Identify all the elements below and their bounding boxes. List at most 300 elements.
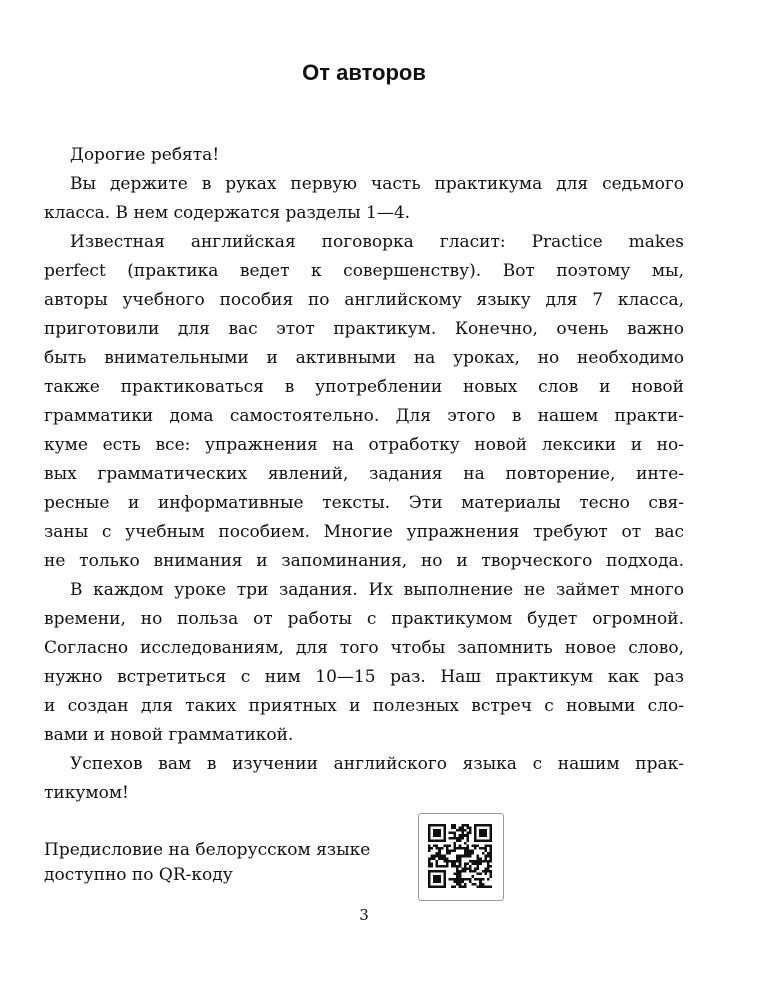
qr-module [474, 862, 477, 865]
qr-module [489, 870, 492, 873]
qr-module [459, 827, 462, 830]
qr-module [469, 832, 472, 835]
paragraph-line: Успехов вам в изучении английского языка с нашим прак- [70, 754, 684, 774]
qr-module [428, 832, 431, 835]
qr-module [438, 885, 441, 888]
qr-module [446, 852, 449, 855]
qr-module [459, 865, 462, 868]
qr-module [443, 883, 446, 886]
qr-module [438, 852, 441, 855]
qr-module [479, 839, 482, 842]
qr-module [454, 860, 457, 863]
footnote-line: доступно по QR-коду [44, 865, 233, 885]
paragraph-line: авторы учебного пособия по английскому языку для 7 класса, [44, 290, 684, 310]
qr-module [454, 873, 457, 876]
qr-module [456, 860, 459, 863]
qr-module [461, 834, 464, 837]
qr-module [454, 844, 457, 847]
paragraph-line: perfect (практика ведет к совершенству). Вот поэтому мы, [44, 261, 684, 281]
qr-module [431, 865, 434, 868]
qr-module [438, 839, 441, 842]
qr-module [472, 875, 475, 878]
qr-module [464, 868, 467, 871]
qr-module [489, 885, 492, 888]
qr-module [464, 883, 467, 886]
qr-module [459, 860, 462, 863]
qr-module [433, 834, 436, 837]
qr-module [443, 885, 446, 888]
qr-module [428, 839, 431, 842]
qr-module [466, 878, 469, 881]
qr-module [454, 832, 457, 835]
qr-module [479, 883, 482, 886]
qr-module [477, 868, 480, 871]
qr-module [454, 824, 457, 827]
qr-module [474, 837, 477, 840]
qr-module [436, 862, 439, 865]
qr-module [464, 862, 467, 865]
qr-module [474, 829, 477, 832]
qr-module [484, 844, 487, 847]
qr-module [477, 865, 480, 868]
qr-module [438, 865, 441, 868]
qr-module [433, 880, 436, 883]
qr-module [466, 862, 469, 865]
qr-module [454, 834, 457, 837]
qr-module [477, 855, 480, 858]
qr-module [441, 870, 444, 873]
qr-module [443, 834, 446, 837]
qr-module [484, 832, 487, 835]
qr-module [438, 855, 441, 858]
qr-module [487, 865, 490, 868]
paragraph-line: Дорогие ребята! [70, 145, 220, 165]
qr-module [474, 844, 477, 847]
qr-module [456, 847, 459, 850]
paragraph-line: В каждом уроке три задания. Их выполнение не займет много [70, 580, 684, 600]
qr-module [461, 832, 464, 835]
qr-module [446, 865, 449, 868]
qr-module [469, 850, 472, 853]
qr-module [451, 837, 454, 840]
qr-module [466, 839, 469, 842]
qr-module [438, 857, 441, 860]
qr-module [472, 844, 475, 847]
qr-module [446, 860, 449, 863]
qr-module [466, 847, 469, 850]
paragraph-line: вых грамматических явлений, задания на повторение, инте- [44, 464, 684, 484]
qr-module [431, 870, 434, 873]
qr-module [438, 870, 441, 873]
qr-module [474, 870, 477, 873]
qr-module [482, 832, 485, 835]
qr-module [436, 870, 439, 873]
qr-module [489, 837, 492, 840]
qr-module [487, 862, 490, 865]
qr-module [459, 847, 462, 850]
qr-module [482, 839, 485, 842]
qr-module [428, 827, 431, 830]
qr-module [474, 847, 477, 850]
qr-module [484, 873, 487, 876]
qr-module [454, 885, 457, 888]
qr-module [454, 837, 457, 840]
qr-module [459, 878, 462, 881]
qr-module [464, 824, 467, 827]
qr-module [484, 829, 487, 832]
qr-module [441, 865, 444, 868]
qr-module [487, 852, 490, 855]
qr-module [456, 855, 459, 858]
qr-module [438, 875, 441, 878]
qr-module [466, 834, 469, 837]
qr-code[interactable] [418, 813, 504, 901]
qr-module [489, 847, 492, 850]
qr-module [456, 837, 459, 840]
qr-module [456, 870, 459, 873]
qr-module [459, 873, 462, 876]
qr-module [466, 832, 469, 835]
qr-module [487, 868, 490, 871]
qr-module [443, 878, 446, 881]
qr-module [474, 827, 477, 830]
qr-module [466, 827, 469, 830]
paragraph-line: Согласно исследованиям, для того чтобы запомнить новое слово, [44, 638, 684, 658]
qr-module [477, 824, 480, 827]
qr-module [479, 824, 482, 827]
page-number: 3 [359, 906, 369, 924]
preface-body [44, 141, 684, 808]
qr-module [459, 834, 462, 837]
qr-module [479, 878, 482, 881]
qr-module [428, 885, 431, 888]
qr-module [472, 860, 475, 863]
qr-module [477, 857, 480, 860]
qr-module [482, 885, 485, 888]
qr-module [487, 870, 490, 873]
qr-module [489, 829, 492, 832]
qr-module [461, 878, 464, 881]
qr-module [474, 839, 477, 842]
qr-module [482, 852, 485, 855]
qr-module [451, 832, 454, 835]
qr-module [479, 885, 482, 888]
qr-module [477, 839, 480, 842]
qr-module [472, 852, 475, 855]
qr-module [446, 847, 449, 850]
qr-code-icon [428, 824, 492, 888]
qr-module [482, 878, 485, 881]
qr-module [448, 860, 451, 863]
qr-module [477, 878, 480, 881]
qr-module [443, 880, 446, 883]
qr-module [443, 839, 446, 842]
qr-module [472, 883, 475, 886]
qr-module [487, 839, 490, 842]
qr-module [479, 847, 482, 850]
qr-module [451, 865, 454, 868]
qr-module [466, 852, 469, 855]
qr-module [461, 885, 464, 888]
qr-module [482, 829, 485, 832]
qr-module [436, 834, 439, 837]
qr-module [431, 855, 434, 858]
qr-module [489, 824, 492, 827]
qr-module [428, 870, 431, 873]
qr-module [482, 847, 485, 850]
qr-module [436, 844, 439, 847]
qr-module [431, 862, 434, 865]
qr-module [484, 855, 487, 858]
page-title: От авторов [302, 60, 426, 85]
qr-module [484, 850, 487, 853]
qr-module [487, 860, 490, 863]
qr-module [433, 878, 436, 881]
qr-module [433, 870, 436, 873]
qr-module [428, 873, 431, 876]
qr-module [441, 839, 444, 842]
qr-module [454, 850, 457, 853]
qr-module [461, 824, 464, 827]
qr-module [446, 844, 449, 847]
qr-module [472, 850, 475, 853]
qr-module [443, 873, 446, 876]
qr-module [428, 883, 431, 886]
qr-module [456, 857, 459, 860]
qr-module [428, 878, 431, 881]
qr-module [474, 878, 477, 881]
qr-module [464, 834, 467, 837]
qr-module [477, 860, 480, 863]
qr-module [451, 878, 454, 881]
qr-module [433, 844, 436, 847]
qr-module [461, 829, 464, 832]
qr-module [454, 847, 457, 850]
qr-module [466, 850, 469, 853]
qr-module [461, 880, 464, 883]
qr-module [489, 834, 492, 837]
qr-module [454, 880, 457, 883]
qr-module [428, 880, 431, 883]
qr-module [451, 885, 454, 888]
qr-module [431, 824, 434, 827]
qr-module [443, 824, 446, 827]
qr-module [469, 852, 472, 855]
qr-module [459, 855, 462, 858]
qr-module [472, 862, 475, 865]
qr-module [474, 824, 477, 827]
qr-module [489, 860, 492, 863]
qr-module [489, 875, 492, 878]
qr-module [479, 862, 482, 865]
qr-module [436, 832, 439, 835]
qr-module [459, 839, 462, 842]
qr-module [443, 875, 446, 878]
qr-module [433, 824, 436, 827]
qr-module [451, 824, 454, 827]
qr-module [433, 857, 436, 860]
paragraph-line: и создан для таких приятных и полезных встреч с новыми сло- [44, 696, 684, 716]
qr-module [436, 847, 439, 850]
paragraph-line: нужно встретиться с ним 10—15 раз. Наш практикум как раз [44, 667, 684, 687]
belarusian-preface-note [44, 838, 404, 888]
qr-module [456, 839, 459, 842]
qr-module [428, 857, 431, 860]
qr-module [489, 844, 492, 847]
footnote-line: Предисловие на белорусском языке [44, 840, 371, 860]
qr-module [482, 860, 485, 863]
qr-module [484, 839, 487, 842]
qr-module [489, 832, 492, 835]
qr-module [428, 862, 431, 865]
paragraph-line: также практиковаться в употреблении новых слов и новой [44, 377, 684, 397]
qr-module [479, 832, 482, 835]
qr-module [446, 850, 449, 853]
qr-module [428, 865, 431, 868]
qr-module [482, 834, 485, 837]
qr-module [466, 868, 469, 871]
qr-module [464, 865, 467, 868]
qr-module [489, 839, 492, 842]
qr-module [479, 860, 482, 863]
qr-module [461, 870, 464, 873]
qr-module [443, 855, 446, 858]
qr-module [454, 827, 457, 830]
qr-module [474, 832, 477, 835]
qr-module [469, 829, 472, 832]
qr-module [479, 834, 482, 837]
qr-module [479, 857, 482, 860]
paragraph-line: куме есть все: упражнения на отработку новой лексики и но- [44, 435, 684, 455]
qr-module [469, 865, 472, 868]
qr-module [487, 824, 490, 827]
paragraph-line: грамматики дома самостоятельно. Для этого в нашем практи- [44, 406, 684, 426]
qr-module [443, 857, 446, 860]
qr-module [487, 844, 490, 847]
qr-module [466, 824, 469, 827]
qr-module [489, 865, 492, 868]
qr-module [484, 885, 487, 888]
qr-module [479, 880, 482, 883]
qr-module [436, 880, 439, 883]
qr-module [431, 839, 434, 842]
paragraph-line: тикумом! [44, 783, 129, 803]
qr-module [484, 870, 487, 873]
paragraph-line: приготовили для вас этот практикум. Конечно, очень важно [44, 319, 684, 339]
qr-module [446, 857, 449, 860]
paragraph-line: Известная английская поговорка гласит: Practice makes [70, 232, 684, 252]
qr-module [459, 875, 462, 878]
qr-module [461, 837, 464, 840]
qr-module [448, 844, 451, 847]
qr-module [487, 885, 490, 888]
qr-module [461, 855, 464, 858]
qr-module [428, 875, 431, 878]
qr-module [466, 855, 469, 858]
qr-module [461, 868, 464, 871]
qr-module [443, 829, 446, 832]
qr-module [433, 875, 436, 878]
paragraph-line: класса. В нем содержатся разделы 1—4. [44, 203, 411, 223]
paragraph-line: не только внимания и запоминания, но и творческого подхода. [44, 551, 684, 571]
qr-module [451, 862, 454, 865]
qr-module [474, 868, 477, 871]
qr-module [454, 878, 457, 881]
qr-module [464, 855, 467, 858]
qr-module [443, 844, 446, 847]
qr-module [451, 850, 454, 853]
qr-module [459, 862, 462, 865]
qr-module [436, 852, 439, 855]
qr-module [431, 847, 434, 850]
qr-module [433, 832, 436, 835]
qr-module [469, 860, 472, 863]
qr-module [466, 837, 469, 840]
qr-module [474, 860, 477, 863]
qr-module [456, 868, 459, 871]
qr-module [428, 834, 431, 837]
qr-module [441, 824, 444, 827]
qr-module [489, 855, 492, 858]
qr-module [451, 860, 454, 863]
qr-module [479, 829, 482, 832]
qr-module [459, 885, 462, 888]
qr-module [456, 865, 459, 868]
qr-module [428, 850, 431, 853]
qr-module [459, 870, 462, 873]
qr-module [461, 847, 464, 850]
qr-module [436, 829, 439, 832]
qr-module [448, 852, 451, 855]
qr-module [461, 827, 464, 830]
qr-module [464, 850, 467, 853]
qr-module [469, 868, 472, 871]
qr-module [446, 862, 449, 865]
qr-module [482, 883, 485, 886]
qr-module [484, 847, 487, 850]
qr-module [456, 873, 459, 876]
qr-module [477, 844, 480, 847]
paragraph-line: Вы держите в руках первую часть практикума для седьмого [70, 174, 684, 194]
qr-module [431, 857, 434, 860]
qr-module [464, 885, 467, 888]
qr-module [489, 873, 492, 876]
qr-module [443, 865, 446, 868]
qr-module [441, 857, 444, 860]
qr-module [477, 885, 480, 888]
qr-module [436, 824, 439, 827]
qr-module [456, 878, 459, 881]
qr-module [454, 865, 457, 868]
qr-module [438, 829, 441, 832]
qr-module [441, 855, 444, 858]
qr-module [482, 870, 485, 873]
qr-module [438, 832, 441, 835]
qr-module [469, 827, 472, 830]
qr-module [489, 852, 492, 855]
qr-module [456, 880, 459, 883]
qr-module [428, 837, 431, 840]
qr-module [436, 885, 439, 888]
qr-module [438, 878, 441, 881]
qr-module [464, 878, 467, 881]
paragraph-line: быть внимательными и активными на уроках, но необходимо [44, 348, 684, 368]
qr-module [433, 885, 436, 888]
qr-module [436, 878, 439, 881]
qr-module [469, 878, 472, 881]
qr-module [489, 857, 492, 860]
paragraph-line: заны с учебным пособием. Многие упражнения требуют от вас [44, 522, 684, 542]
